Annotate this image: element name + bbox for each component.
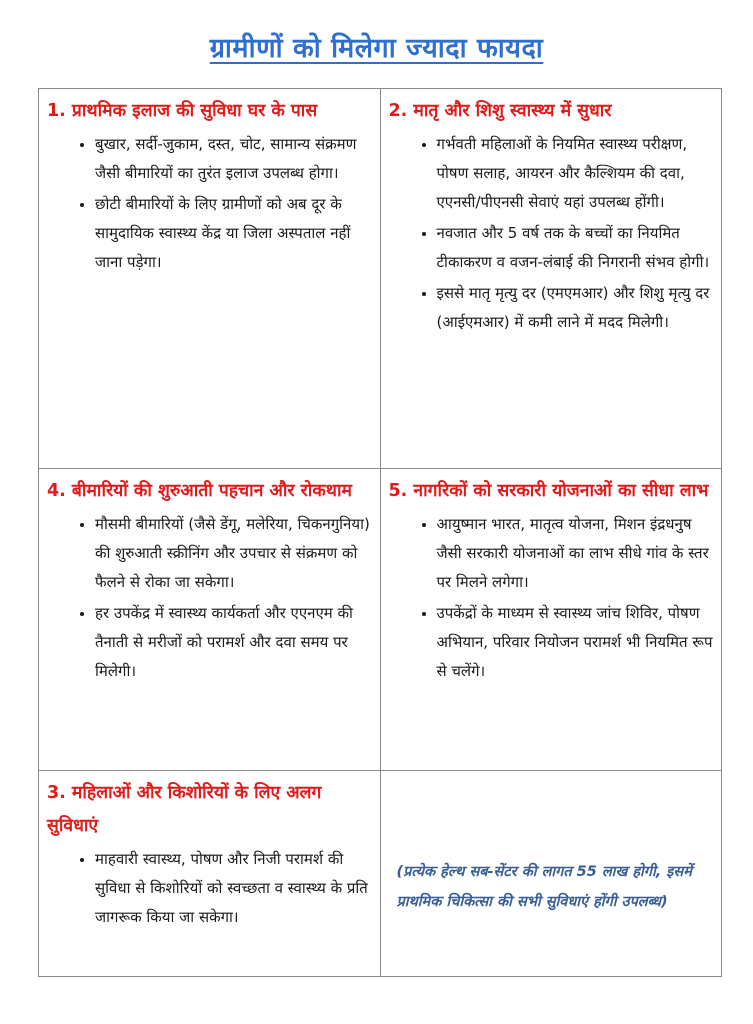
list-item: • माहवारी स्वास्थ्य, पोषण और निजी परामर्श की सुविधा से किशोरियों को स्वच्छता व स्वास्थ्य के प्रति जागरूक किया जा सकेगा।: [95, 845, 372, 932]
list-item: • गर्भवती महिलाओं के नियमित स्वास्थ्य परीक्षण, पोषण सलाह, आयरन और कैल्शियम की दवा, एएनसी/पीएनसी सेवाएं यहां उपलब्ध होंगी।: [437, 130, 714, 217]
benefit-heading-1: 1. प्राथमिक इलाज की सुविधा घर के पास: [47, 101, 318, 121]
benefit-cell-1: [39, 89, 381, 469]
benefit-points-4: [47, 510, 372, 686]
list-item: • हर उपकेंद्र में स्वास्थ्य कार्यकर्ता और एएनएम की तैनाती से मरीजों को परामर्श और दवा समय पर मिलेगी।: [95, 599, 372, 686]
benefit-heading-3: 3. महिलाओं और किशोरियों के लिए अलग सुविधाएं: [47, 783, 322, 836]
list-item: • मौसमी बीमारियों (जैसे डेंगू, मलेरिया, चिकनगुनिया) की शुरुआती स्क्रीनिंग और उपचार से संक्रमण को फैलने से रोका जा सकेगा।: [95, 510, 372, 597]
list-item: • नवजात और 5 वर्ष तक के बच्चों का नियमित टीकाकरण व वजन-लंबाई की निगरानी संभव होगी।: [437, 219, 714, 277]
cost-note: (प्रत्येक हेल्थ सब-सेंटर की लागत 55 लाख होगी, इसमें प्राथमिक चिकित्सा की सभी सुविधाएं होंगी उपलब्ध): [396, 864, 692, 910]
benefit-cell-3: [39, 771, 381, 977]
benefit-points-3: [47, 845, 372, 932]
benefit-cell-5: [380, 469, 722, 771]
benefit-cell-2: [380, 89, 722, 469]
benefit-cell-4: [39, 469, 381, 771]
benefit-heading-4: 4. बीमारियों की शुरुआती पहचान और रोकथाम: [47, 481, 352, 501]
page-title: ग्रामीणों को मिलेगा ज्यादा फायदा: [209, 33, 544, 64]
benefit-points-1: [47, 130, 372, 277]
list-item: • छोटी बीमारियों के लिए ग्रामीणों को अब दूर के सामुदायिक स्वास्थ्य केंद्र या जिला अस्पताल नहीं जाना पड़ेगा।: [95, 190, 372, 277]
benefit-points-2: [389, 130, 714, 337]
list-item: • इससे मातृ मृत्यु दर (एमएमआर) और शिशु मृत्यु दर (आईएमआर) में कमी लाने में मदद मिलेगी।: [437, 279, 714, 337]
benefit-heading-5: 5. नागरिकों को सरकारी योजनाओं का सीधा लाभ: [388, 481, 709, 501]
benefits-table: [38, 88, 722, 977]
list-item: • बुखार, सर्दी-जुकाम, दस्त, चोट, सामान्य संक्रमण जैसी बीमारियों का तुरंत इलाज उपलब्ध होगा।: [95, 130, 372, 188]
list-item: • आयुष्मान भारत, मातृत्व योजना, मिशन इंद्रधनुष जैसी सरकारी योजनाओं का लाभ सीधे गांव के स्तर पर मिलने लगेगा।: [437, 510, 714, 597]
benefit-points-5: [389, 510, 714, 686]
list-item: • उपकेंद्रों के माध्यम से स्वास्थ्य जांच शिविर, पोषण अभियान, परिवार नियोजन परामर्श भी नियमित रूप से चलेंगे।: [437, 599, 714, 686]
benefit-heading-2: 2. मातृ और शिशु स्वास्थ्य में सुधार: [388, 101, 612, 121]
note-cell: [380, 771, 722, 977]
